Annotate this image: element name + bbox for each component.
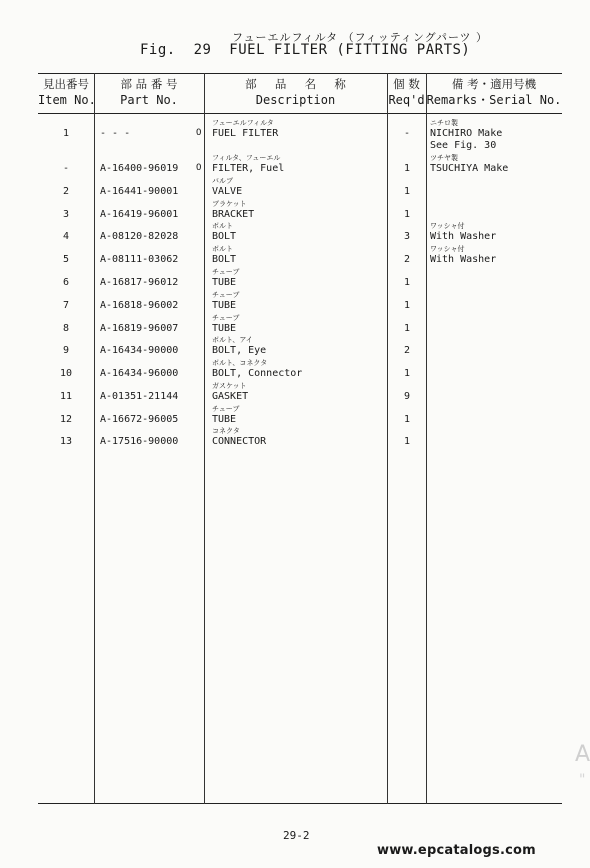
quantity: 1 bbox=[403, 300, 411, 311]
description-jp: ボルト bbox=[212, 222, 233, 230]
description-cell bbox=[212, 291, 239, 312]
table-row bbox=[38, 154, 562, 177]
description-jp: フィルタ、フューエル bbox=[212, 154, 281, 162]
quantity: 1 bbox=[403, 209, 411, 220]
table-row bbox=[38, 291, 562, 314]
remarks: With Washer bbox=[430, 231, 497, 242]
quantity: 2 bbox=[403, 254, 411, 265]
quantity: 1 bbox=[403, 414, 411, 425]
col-header-jp: 部 品 名 称 bbox=[245, 77, 346, 91]
remarks-jp: ツチヤ製 bbox=[430, 154, 458, 162]
description-cell bbox=[212, 382, 248, 403]
description-cell bbox=[212, 177, 242, 198]
quantity: 1 bbox=[403, 323, 411, 334]
parts-table bbox=[38, 73, 562, 804]
item-number: 11 bbox=[59, 391, 73, 402]
item-number: 8 bbox=[62, 323, 70, 334]
circle-marker: O bbox=[196, 128, 202, 138]
description-cell bbox=[212, 200, 254, 221]
quantity: 1 bbox=[403, 186, 411, 197]
remarks-jp: ワッシャ付 bbox=[430, 245, 465, 253]
remarks: With Washer bbox=[430, 254, 497, 265]
table-row bbox=[38, 222, 562, 245]
col-header-en: Description bbox=[255, 93, 336, 107]
description: BOLT, Eye bbox=[212, 345, 267, 356]
col-header-jp: 個 数 bbox=[393, 77, 420, 91]
description-jp: ブラケット bbox=[212, 200, 247, 208]
part-number: A-16672-96005 bbox=[100, 414, 179, 425]
part-number: A-16434-90000 bbox=[100, 345, 179, 356]
quantity: 3 bbox=[403, 231, 411, 242]
description: BOLT bbox=[212, 254, 237, 265]
description: CONNECTOR bbox=[212, 436, 267, 447]
description: FUEL FILTER bbox=[212, 128, 279, 139]
remarks: NICHIRO Make See Fig. 30 bbox=[430, 128, 503, 151]
remarks-cell bbox=[430, 119, 502, 152]
col-header-description bbox=[204, 76, 387, 108]
description-jp: バルブ bbox=[212, 177, 233, 185]
remarks-cell bbox=[430, 222, 496, 243]
col-header-item bbox=[38, 76, 94, 108]
description-cell bbox=[212, 245, 236, 266]
description: GASKET bbox=[212, 391, 249, 402]
part-number: A-16818-96002 bbox=[100, 300, 179, 311]
description-cell bbox=[212, 119, 278, 140]
table-row bbox=[38, 268, 562, 291]
item-number: - bbox=[62, 163, 70, 174]
table-row bbox=[38, 177, 562, 200]
col-header-en: Remarks・Serial No. bbox=[426, 93, 562, 107]
col-header-en: Item No. bbox=[38, 93, 96, 107]
description: TUBE bbox=[212, 277, 237, 288]
part-number: A-16441-90001 bbox=[100, 186, 179, 197]
description: VALVE bbox=[212, 186, 243, 197]
part-number: - - - bbox=[100, 128, 131, 139]
description-jp: チューブ bbox=[212, 314, 240, 322]
col-header-en: Req'd bbox=[388, 93, 425, 107]
col-header-part bbox=[94, 76, 204, 108]
col-header-qty bbox=[387, 76, 426, 108]
quantity: 1 bbox=[403, 163, 411, 174]
item-number: 6 bbox=[62, 277, 70, 288]
part-number: A-16434-96000 bbox=[100, 368, 179, 379]
remarks: TSUCHIYA Make bbox=[430, 163, 509, 174]
page-title: Fig. 29 FUEL FILTER (FITTING PARTS) bbox=[140, 42, 471, 58]
col-header-jp: 見出番号 bbox=[43, 77, 89, 91]
table-row bbox=[38, 336, 562, 359]
table-top-rule bbox=[38, 73, 562, 74]
site-watermark: www.epcatalogs.com bbox=[377, 843, 536, 858]
part-number: A-16817-96012 bbox=[100, 277, 179, 288]
table-bottom-rule bbox=[38, 803, 562, 804]
description-cell bbox=[212, 405, 239, 426]
part-number: A-16400-96019 bbox=[100, 163, 179, 174]
description-cell bbox=[212, 336, 266, 357]
item-number: 9 bbox=[62, 345, 70, 356]
description-cell bbox=[212, 359, 302, 380]
item-number: 7 bbox=[62, 300, 70, 311]
item-number: 1 bbox=[62, 128, 70, 139]
col-header-jp: 部 品 番 号 bbox=[120, 77, 178, 91]
edge-mark: A bbox=[575, 742, 590, 767]
table-row bbox=[38, 382, 562, 405]
description-cell bbox=[212, 314, 239, 335]
table-row bbox=[38, 359, 562, 382]
remarks-jp: ワッシャ付 bbox=[430, 222, 465, 230]
header-bottom-rule bbox=[38, 113, 562, 114]
edge-mark: " bbox=[579, 772, 586, 788]
quantity: 2 bbox=[403, 345, 411, 356]
description-jp: ボルト、コネクタ bbox=[212, 359, 268, 367]
quantity: - bbox=[403, 128, 411, 139]
quantity: 1 bbox=[403, 436, 411, 447]
description-jp: ガスケット bbox=[212, 382, 247, 390]
col-header-jp: 備 考・適用号機 bbox=[451, 77, 537, 91]
description: FILTER, Fuel bbox=[212, 163, 285, 174]
remarks-cell bbox=[430, 245, 496, 266]
description-jp: フューエルフィルタ bbox=[212, 119, 274, 127]
title-jp: フューエルフィルタ （フィッティングパーツ ） bbox=[232, 31, 489, 44]
table-row bbox=[38, 405, 562, 428]
part-number: A-08111-03062 bbox=[100, 254, 179, 265]
description-jp: チューブ bbox=[212, 405, 240, 413]
description: TUBE bbox=[212, 300, 237, 311]
remarks-cell bbox=[430, 154, 508, 175]
description: TUBE bbox=[212, 323, 237, 334]
description-jp: ボルト、アイ bbox=[212, 336, 253, 344]
item-number: 4 bbox=[62, 231, 70, 242]
description: BOLT bbox=[212, 231, 237, 242]
description-cell bbox=[212, 427, 266, 448]
description-cell bbox=[212, 222, 236, 243]
quantity: 9 bbox=[403, 391, 411, 402]
description-cell bbox=[212, 268, 239, 289]
item-number: 5 bbox=[62, 254, 70, 265]
page-number: 29-2 bbox=[283, 829, 310, 842]
description-jp: ボルト bbox=[212, 245, 233, 253]
item-number: 2 bbox=[62, 186, 70, 197]
item-number: 13 bbox=[59, 436, 73, 447]
table-row bbox=[38, 427, 562, 450]
description-jp: チューブ bbox=[212, 291, 240, 299]
table-row bbox=[38, 200, 562, 223]
quantity: 1 bbox=[403, 277, 411, 288]
item-number: 12 bbox=[59, 414, 73, 425]
description-jp: チューブ bbox=[212, 268, 240, 276]
part-number: A-08120-82028 bbox=[100, 231, 179, 242]
part-number: A-01351-21144 bbox=[100, 391, 179, 402]
item-number: 10 bbox=[59, 368, 73, 379]
description-jp: コネクタ bbox=[212, 427, 240, 435]
part-number: A-16819-96007 bbox=[100, 323, 179, 334]
remarks-jp: ニチロ製 bbox=[430, 119, 458, 127]
part-number: A-16419-96001 bbox=[100, 209, 179, 220]
table-row bbox=[38, 119, 562, 151]
table-row bbox=[38, 314, 562, 337]
circle-marker: O bbox=[196, 163, 202, 173]
description: TUBE bbox=[212, 414, 237, 425]
description: BOLT, Connector bbox=[212, 368, 303, 379]
description-cell bbox=[212, 154, 284, 175]
item-number: 3 bbox=[62, 209, 70, 220]
part-number: A-17516-90000 bbox=[100, 436, 179, 447]
col-header-en: Part No. bbox=[120, 93, 178, 107]
table-row bbox=[38, 245, 562, 268]
description: BRACKET bbox=[212, 209, 255, 220]
col-header-remarks bbox=[426, 76, 562, 108]
quantity: 1 bbox=[403, 368, 411, 379]
